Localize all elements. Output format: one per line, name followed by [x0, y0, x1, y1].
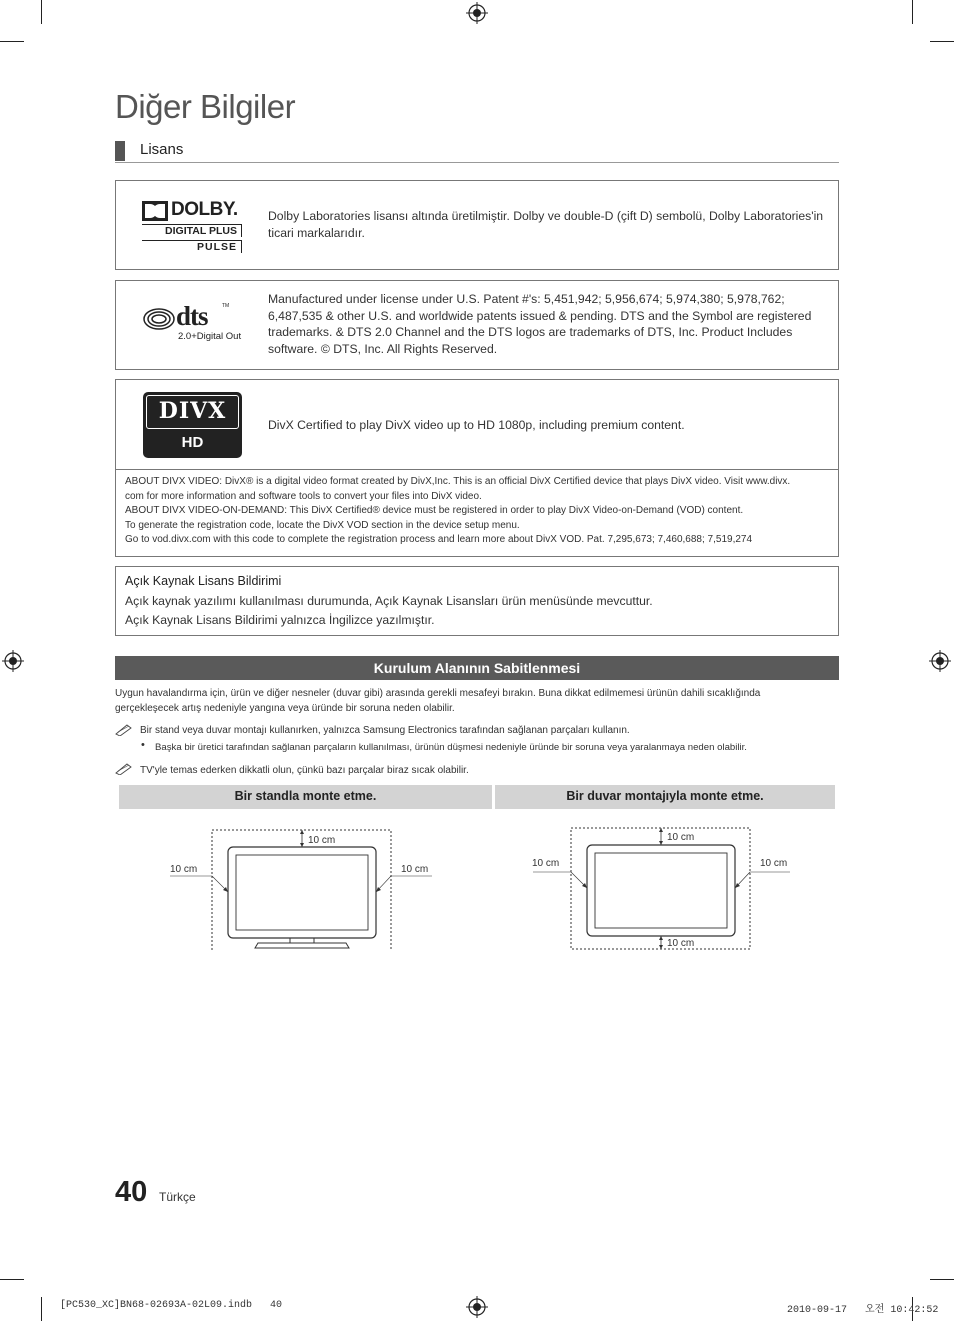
- wall-mount-clearance-diagram: [525, 820, 800, 955]
- crop-mark: [0, 41, 24, 42]
- dolby-double-d-icon: [142, 201, 168, 221]
- intro-line: Uygun havalandırma için, ürün ve diğer nesneler (duvar gibi) arasında gerekli mesafeyi bırakın. Buna dikkat edilmemesi ürünün dahili sıcaklığında: [115, 688, 761, 699]
- installation-header: Kurulum Alanının Sabitlenmesi: [115, 656, 839, 680]
- divx-about-line: Go to vod.divx.com with this code to complete the registration process and learn more about DivX VOD. Pat. 7,295,673; 7,460,688; 7,519,274: [125, 534, 753, 546]
- page-title: Diğer Bilgiler: [115, 88, 296, 125]
- dts-logo-subtitle: 2.0+Digital Out: [178, 331, 242, 342]
- open-source-line: Açık kaynak yazılımı kullanılması durumunda, Açık Kaynak Lisansları ürün menüsünde mevcuttur.: [125, 594, 653, 608]
- tv-screen: [236, 855, 368, 930]
- tv-frame: [587, 845, 735, 936]
- note-text: TV'yle temas ederken dikkatli olun, çünkü bazı parçalar biraz sıcak olabilir.: [140, 765, 469, 776]
- divx-logo-wordmark: DIVX: [158, 398, 227, 424]
- wall-bottom-clearance-label: 10 cm: [667, 938, 695, 949]
- print-timestamp: 2010-09-17 오전 10:42:52: [787, 1305, 939, 1316]
- crop-mark: [41, 0, 42, 24]
- dolby-logo-digital-plus: DIGITAL PLUS: [142, 224, 242, 237]
- divx-license-box: [115, 379, 839, 557]
- divx-logo-hd: HD: [181, 434, 204, 451]
- wall-top-clearance-label: 10 cm: [667, 832, 695, 843]
- registration-mark-icon: [2, 650, 24, 672]
- open-source-line: Açık Kaynak Lisans Bildirimi yalnızca İngilizce yazılmıştır.: [125, 613, 435, 627]
- note-text: Bir stand veya duvar montajı kullanırken, yalnızca Samsung Electronics tarafından sağlanan parçaları kullanın.: [140, 725, 630, 736]
- registration-mark-icon: [929, 650, 951, 672]
- dts-license-text: Manufactured under license under U.S. Patent #'s: 5,451,942; 5,956,674; 5,974,380; 5,978,762; 6,487,535 & other U.S. and worldwide patents issued & pending. DTS and the Symbol are registered trademarks. & DTS 2.0 Channel and the DTS logos are trademarks of DTS, Inc. Product Includes software. © DTS, Inc. All Rights Reserved.: [268, 292, 812, 356]
- dolby-logo-wordmark: DOLBY.: [171, 199, 238, 220]
- tv-frame: [228, 847, 376, 938]
- open-source-notice-box: [115, 566, 839, 636]
- stand-top-clearance-label: 10 cm: [308, 835, 336, 846]
- column-header-stand: Bir standla monte etme.: [119, 785, 492, 809]
- page-language: Türkçe: [159, 1190, 196, 1204]
- dolby-logo-pulse: PULSE: [142, 240, 242, 253]
- section-title: Lisans: [140, 141, 184, 158]
- divx-license-text: DivX Certified to play DivX video up to HD 1080p, including premium content.: [268, 418, 685, 432]
- bullet-text: Başka bir üretici tarafından sağlanan parçaların kullanılması, ürünün düşmesi nedeniyle üründe bir soruna veya yaralanmaya neden olabilir.: [155, 742, 747, 753]
- divx-about-line: ABOUT DIVX VIDEO-ON-DEMAND: This DivX Certified® device must be registered in order to play DivX Video-on-Demand (VOD) content.: [125, 505, 744, 517]
- note-pencil-icon: [115, 763, 133, 775]
- dts-swirl-icon: [142, 307, 176, 331]
- dts-logo: [142, 301, 252, 345]
- section-marker: [115, 141, 125, 161]
- open-source-title: Açık Kaynak Lisans Bildirimi: [125, 574, 282, 588]
- divx-about-line: ABOUT DIVX VIDEO: DivX® is a digital video format created by DivX,Inc. This is an official DivX Certified device that plays DivX video. Visit www.divx.: [125, 476, 791, 487]
- divx-about-text: [125, 475, 831, 548]
- crop-mark: [41, 1297, 42, 1321]
- column-header-wall: Bir duvar montajıyla monte etme.: [495, 785, 835, 809]
- section-heading: [115, 140, 839, 163]
- stand-left-clearance-label: 10 cm: [170, 864, 198, 875]
- crop-mark: [0, 1279, 24, 1280]
- dolby-license-box: [115, 180, 839, 270]
- installation-intro: [115, 687, 839, 716]
- divx-about-line: To generate the registration code, locate the DivX VOD section in the device setup menu.: [125, 519, 520, 531]
- tv-stand-neck: [290, 938, 314, 943]
- note-pencil-icon: [115, 724, 133, 736]
- bullet-icon: •: [141, 739, 145, 751]
- crop-mark: [930, 41, 954, 42]
- wall-left-clearance-label: 10 cm: [532, 858, 560, 869]
- crop-mark: [930, 1279, 954, 1280]
- dolby-license-text: Dolby Laboratories lisansı altında üretilmiştir. Dolby ve double-D (çift D) sembolü, Dolby Laboratories'in ticari markalarıdır.: [268, 209, 824, 240]
- page-number: 40: [115, 1176, 148, 1208]
- registration-mark-icon: [466, 2, 488, 24]
- tv-stand-base: [255, 943, 349, 948]
- divx-about-line: com for more information and software tools to convert your files into DivX video.: [125, 490, 482, 502]
- divx-logo: [143, 392, 242, 458]
- dts-logo-wordmark: dts: [176, 301, 208, 331]
- tv-screen: [595, 853, 727, 928]
- crop-mark: [912, 0, 913, 24]
- divider: [116, 469, 838, 470]
- dts-logo-tm: TM: [222, 303, 230, 309]
- intro-line: gerçekleşecek artış nedeniyle yangına veya üründe bir soruna neden olabilir.: [115, 702, 455, 714]
- stand-mount-clearance-diagram: [160, 820, 450, 955]
- print-file-info: [PC530_XC]BN68-02693A-02L09.indb 40: [60, 1300, 283, 1311]
- dts-license-box: [115, 280, 839, 370]
- wall-right-clearance-label: 10 cm: [760, 858, 788, 869]
- stand-right-clearance-label: 10 cm: [401, 864, 429, 875]
- registration-mark-icon: [466, 1296, 488, 1318]
